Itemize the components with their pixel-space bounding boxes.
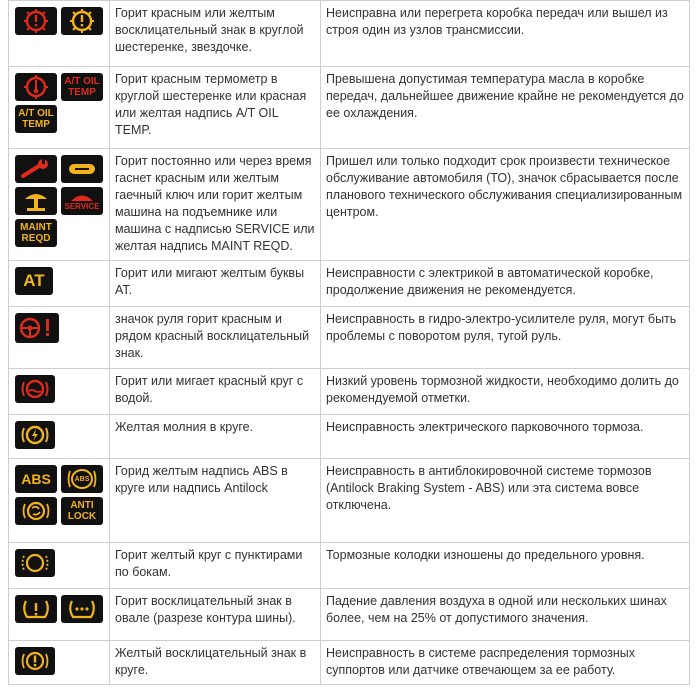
icon-cell xyxy=(9,589,110,641)
car-lift-icon xyxy=(15,187,57,215)
meaning-cell: Неисправность в антиблокировочной системе тормозов (Antilock Braking System - ABS) или эта система вовсе отключена. xyxy=(321,459,690,543)
table-row xyxy=(9,543,690,589)
table-row xyxy=(9,67,690,149)
icon-cell xyxy=(9,543,110,589)
table-row xyxy=(9,641,690,685)
meaning-cell: Пришел или только подходит срок произвести техническое обслуживание автомобиля (ТО), значок сбрасывается после планового технического обслуживания специализированным центром. xyxy=(321,149,690,261)
icon-cell xyxy=(9,459,110,543)
tire-pressure-dots-icon xyxy=(61,595,103,623)
brake-fluid-level-icon xyxy=(15,375,55,403)
brake-distribution-icon xyxy=(15,647,55,675)
table-row xyxy=(9,459,690,543)
meaning-cell: Неисправность в гидро-электро-усилителе руля, могут быть проблемы с поворотом руля, тугой руль. xyxy=(321,307,690,369)
steering-wheel-exclamation-icon xyxy=(15,313,59,343)
description-cell: Горид желтым надпись ABS в круге или надпись Antilock xyxy=(110,459,321,543)
table-row xyxy=(9,369,690,415)
description-cell: Горит или мигают желтым буквы AT. xyxy=(110,261,321,307)
brake-pad-wear-icon xyxy=(15,549,55,577)
service-car-icon: SERVICE xyxy=(61,187,103,215)
red-gear-exclamation-icon xyxy=(15,7,57,35)
maint-reqd-icon: MAINT REQD xyxy=(15,219,57,247)
red-at-oil-temp-icon: A/T OIL TEMP xyxy=(61,73,103,101)
description-cell: значок руля горит красным и рядом красный восклицательный знак. xyxy=(110,307,321,369)
description-cell: Горит или мигает красный круг с водой. xyxy=(110,369,321,415)
icon-cell xyxy=(9,67,110,149)
amber-gear-star-icon xyxy=(61,7,103,35)
electric-parking-brake-icon xyxy=(15,421,55,449)
table-row xyxy=(9,589,690,641)
red-gear-thermometer-icon xyxy=(15,73,57,101)
amber-at-oil-temp-icon: A/T OIL TEMP xyxy=(15,105,57,133)
table-row xyxy=(9,261,690,307)
table-row xyxy=(9,307,690,369)
table-row xyxy=(9,1,690,67)
description-cell: Желтый восклицательный знак в круге. xyxy=(110,641,321,685)
description-cell: Горит красным или желтым восклицательный знак в круглой шестеренке, звездочке. xyxy=(110,1,321,67)
icon-cell xyxy=(9,1,110,67)
meaning-cell: Низкий уровень тормозной жидкости, необходимо долить до рекомендуемой отметки. xyxy=(321,369,690,415)
icon-cell xyxy=(9,307,110,369)
meaning-cell: Превышена допустимая температура масла в коробке передач, дальнейшее движение крайне не рекомендуется до ее охлаждения. xyxy=(321,67,690,149)
warning-lights-table xyxy=(8,0,690,685)
tire-pressure-icon xyxy=(15,595,57,623)
icon-cell xyxy=(9,415,110,459)
at-letters-icon: AT xyxy=(15,267,53,295)
description-cell: Горит восклицательный знак в овале (разрезе контура шины). xyxy=(110,589,321,641)
description-cell: Горит красным термометр в круглой шестеренке или красная или желтая надпись A/T OIL TEMP. xyxy=(110,67,321,149)
meaning-cell: Падение давления воздуха в одной или нескольких шинах более, чем на 25% от допустимого значения. xyxy=(321,589,690,641)
meaning-cell: Неисправна или перегрета коробка передач или вышел из строя один из узлов трансмиссии. xyxy=(321,1,690,67)
meaning-cell: Тормозные колодки изношены до предельного уровня. xyxy=(321,543,690,589)
table-row xyxy=(9,149,690,261)
description-cell: Горит постоянно или через время гаснет красным или желтым гаечный ключ или горит желтым машина на подъемнике или машина с надписью SERVICE или желтая надпись MAINT REQD. xyxy=(110,149,321,261)
icon-cell xyxy=(9,641,110,685)
red-wrench-icon xyxy=(15,155,57,183)
abs-text-icon: ABS xyxy=(15,465,57,493)
meaning-cell: Неисправность электрического парковочного тормоза. xyxy=(321,415,690,459)
icon-cell xyxy=(9,149,110,261)
anti-lock-text-icon: ANTI LOCK xyxy=(61,497,103,525)
icon-cell xyxy=(9,369,110,415)
meaning-cell: Неисправность в системе распределения тормозных суппортов или датчике отвечающем за ее работу. xyxy=(321,641,690,685)
description-cell: Желтая молния в круге. xyxy=(110,415,321,459)
table-row xyxy=(9,415,690,459)
abs-circle-icon: ABS xyxy=(61,465,103,493)
meaning-cell: Неисправности с электрикой в автоматической коробке, продолжение движения не рекомендуется. xyxy=(321,261,690,307)
antilock-circle-icon xyxy=(15,497,57,525)
icon-cell xyxy=(9,261,110,307)
amber-wrench-icon xyxy=(61,155,103,183)
description-cell: Горит желтый круг с пунктирами по бокам. xyxy=(110,543,321,589)
